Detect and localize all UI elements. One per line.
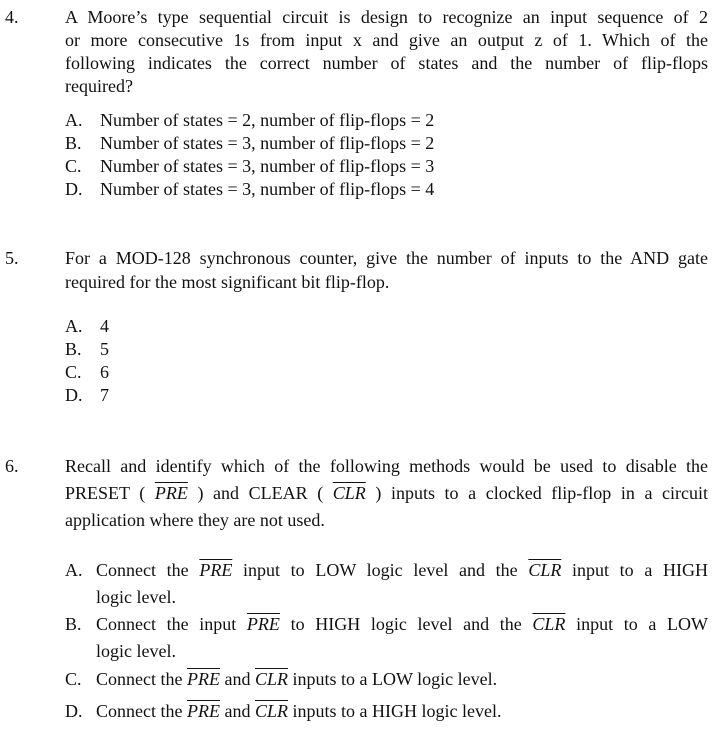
pre-overbar-signal: $\overline{PRE}$ <box>246 614 280 634</box>
stem-line <box>65 453 708 480</box>
text-segment: required? <box>65 76 133 96</box>
option-letter: B. <box>65 614 82 634</box>
text-segment: logic level. <box>96 641 176 661</box>
option-text <box>100 156 434 176</box>
option-letter: A. <box>65 110 83 130</box>
answer-option-a[interactable] <box>65 109 434 132</box>
text-segment: inputs to a HIGH logic level. <box>288 701 502 721</box>
option-line <box>96 638 708 665</box>
pre-overbar-signal: $\overline{PRE}$ <box>186 701 220 721</box>
clr-overbar-signal: $\overline{CLR}$ <box>254 669 288 689</box>
answer-option-c[interactable] <box>65 155 434 178</box>
answer-option-d[interactable] <box>65 698 708 725</box>
option-text <box>96 611 708 665</box>
text-segment: ) and CLEAR ( <box>187 483 333 503</box>
text-segment: and <box>219 701 255 721</box>
option-line <box>96 584 708 611</box>
text-segment: ) inputs to a clocked flip-flop in a circuit <box>365 483 708 503</box>
answer-option-b[interactable] <box>65 611 708 665</box>
stem-line <box>65 507 708 534</box>
stem-line <box>65 480 708 507</box>
answer-option-c[interactable] <box>65 361 109 384</box>
option-text <box>96 666 708 693</box>
option-text <box>100 316 109 336</box>
option-letter: B. <box>65 133 82 153</box>
text-segment: inputs to a LOW logic level. <box>288 669 498 689</box>
stem-line <box>65 52 708 75</box>
text-segment: input to a HIGH <box>561 560 708 580</box>
option-text <box>100 179 434 199</box>
answer-option-a[interactable] <box>65 557 708 611</box>
option-letter: A. <box>65 560 83 580</box>
clr-overbar-signal: $\overline{CLR}$ <box>332 483 366 503</box>
answer-option-a[interactable] <box>65 315 109 338</box>
text-segment: Recall and identify which of the following methods would be used to disable the <box>65 456 708 476</box>
answer-option-b[interactable] <box>65 338 109 361</box>
option-text <box>100 110 434 130</box>
stem-line <box>65 246 708 270</box>
text-segment: Number of states = 2, number of flip-flops = 2 <box>100 110 435 130</box>
option-text <box>100 385 109 405</box>
text-segment: 5 <box>100 339 109 359</box>
option-letter: D. <box>65 179 83 199</box>
text-segment: Connect the <box>96 701 187 721</box>
text-segment: following indicates the correct number of states and the number of flip-flops <box>65 53 708 73</box>
option-line <box>96 611 708 638</box>
stem-line <box>65 29 708 52</box>
option-letter: B. <box>65 339 82 359</box>
text-segment: 4 <box>100 316 109 336</box>
pre-overbar-signal: $\overline{PRE}$ <box>199 560 233 580</box>
text-segment: or more consecutive 1s from input x and give an output z of 1. Which of the <box>65 30 708 50</box>
question-stem <box>65 453 708 534</box>
text-segment: Number of states = 3, number of flip-flops = 4 <box>100 179 435 199</box>
option-text <box>96 698 708 725</box>
text-segment: to HIGH logic level and the <box>279 614 533 634</box>
text-segment: 6 <box>100 362 109 382</box>
text-segment: Number of states = 3, number of flip-flops = 2 <box>100 133 435 153</box>
option-line <box>96 698 708 725</box>
text-segment: Connect the <box>96 669 187 689</box>
text-segment: application where they are not used. <box>65 510 325 530</box>
question-number: 6. <box>5 456 19 476</box>
option-text <box>100 339 109 359</box>
text-segment: Connect the input <box>96 614 247 634</box>
option-letter: D. <box>65 701 83 721</box>
option-letter: C. <box>65 362 82 382</box>
text-segment: required for the most significant bit flip-flop. <box>65 272 390 292</box>
text-segment: Number of states = 3, number of flip-flops = 3 <box>100 156 435 176</box>
stem-line <box>65 6 708 29</box>
text-segment: input to LOW logic level and the <box>232 560 529 580</box>
clr-overbar-signal: $\overline{CLR}$ <box>528 560 562 580</box>
question-number: 4. <box>5 7 19 27</box>
answer-option-d[interactable] <box>65 384 109 407</box>
clr-overbar-signal: $\overline{CLR}$ <box>532 614 566 634</box>
text-segment: logic level. <box>96 587 176 607</box>
answer-option-b[interactable] <box>65 132 434 155</box>
question-number: 5. <box>5 248 19 268</box>
option-line <box>96 666 708 693</box>
stem-line <box>65 75 708 98</box>
text-segment: A Moore’s type sequential circuit is design to recognize an input sequence of 2 <box>65 7 708 27</box>
stem-line <box>65 270 708 294</box>
answer-option-c[interactable] <box>65 666 708 693</box>
option-text <box>100 362 109 382</box>
pre-overbar-signal: $\overline{PRE}$ <box>186 669 220 689</box>
text-segment: input to a LOW <box>565 614 708 634</box>
text-segment: 7 <box>100 385 109 405</box>
text-segment: Connect the <box>96 560 200 580</box>
answer-option-d[interactable] <box>65 178 434 201</box>
question-stem <box>65 6 708 98</box>
text-segment: and <box>219 669 255 689</box>
clr-overbar-signal: $\overline{CLR}$ <box>254 701 288 721</box>
option-text <box>96 557 708 611</box>
option-letter: A. <box>65 316 83 336</box>
option-text <box>100 133 434 153</box>
pre-overbar-signal: $\overline{PRE}$ <box>154 483 188 503</box>
option-letter: D. <box>65 385 83 405</box>
question-stem <box>65 246 708 294</box>
option-letter: C. <box>65 156 82 176</box>
text-segment: PRESET ( <box>65 483 155 503</box>
option-line <box>96 557 708 584</box>
option-letter: C. <box>65 669 82 689</box>
text-segment: For a MOD-128 synchronous counter, give the number of inputs to the AND gate <box>65 248 708 268</box>
